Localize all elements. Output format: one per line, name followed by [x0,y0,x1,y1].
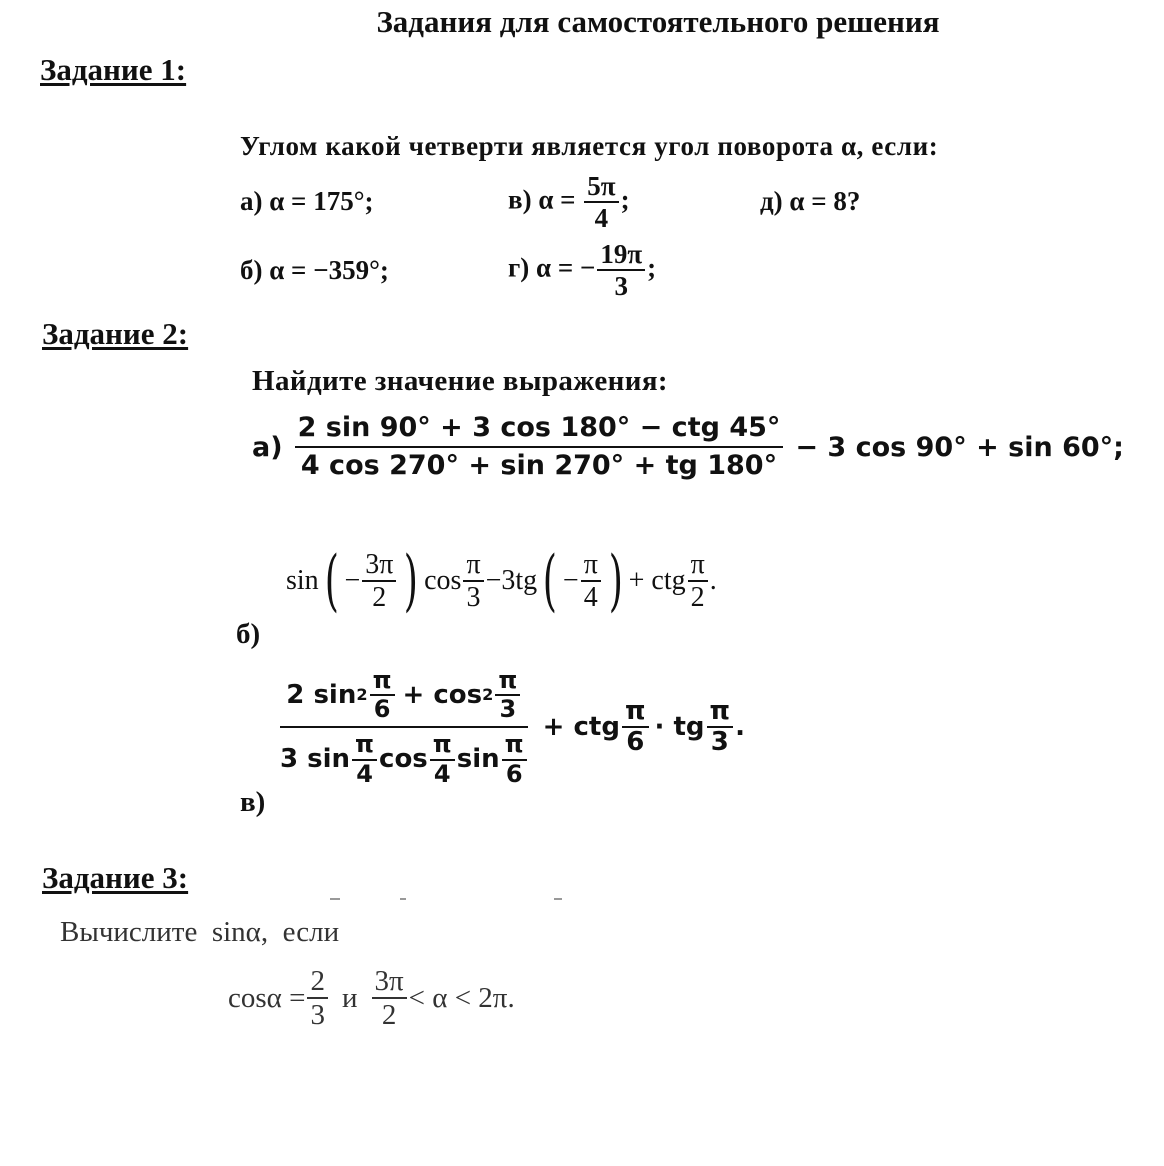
task3-condition [228,966,515,1031]
task2-b-cos: cos [424,565,462,596]
scan-artifact [554,898,562,900]
task1-item-a: а) α = 175°; [240,186,374,216]
task2-b-ctg: + ctg [628,565,686,596]
task3-question: Вычислите sinα, если [60,916,340,948]
task1-item-d: д) α = 8? [760,186,861,216]
task2-v-numerator [280,668,528,728]
left-paren-icon: ( [542,542,558,619]
task2-b-f3 [581,550,601,613]
task2-v-d3: sin [456,743,500,774]
task2-b-f2-num: π [463,550,483,582]
task2-a-den: 4 cos 270° + sin 270° + tg 180° [300,450,778,482]
scan-artifact [400,898,406,900]
task2-b-f3-num: π [581,550,601,582]
task2-b-f2 [463,550,483,613]
task2-v-d1-den: 4 [356,759,373,788]
task3-cos-num: 2 [307,966,328,999]
right-paren-icon: ) [608,542,623,619]
task2-b-f4 [688,550,708,613]
task2-b-f3-den: 4 [583,582,598,613]
task1-v-prefix: в) α = [508,184,576,215]
task1-g-suffix: ; [647,252,657,283]
task2-b-end: . [709,565,717,596]
task3-and: и [341,981,358,1014]
task2-v-r1-den: 6 [626,727,645,758]
task2-b-minus: − [344,565,361,596]
task2-v-d3-frac [502,732,527,786]
task3-cos: cosα = [228,981,306,1014]
left-paren-icon: ( [324,542,339,619]
task2-v-n1: 2 sin [286,679,357,710]
page-title: Задания для самостоятельного решения [376,4,940,39]
task2-v-r1-frac [622,698,649,757]
task1-item-v [508,172,630,233]
task1-v-fraction [584,172,618,233]
task1-v-suffix: ; [620,184,630,215]
task3-rest: < α < 2π. [408,981,515,1014]
task2-v-d1: 3 sin [280,743,351,774]
task2-v-r2-frac [707,698,734,757]
task2-v-n2-num: π [495,668,520,696]
task2-item-b-expression [286,542,717,619]
task2-v-n1-den: 6 [373,695,391,724]
task2-heading: Задание 2: [42,316,189,351]
task2-b-minus2: − [562,565,579,596]
right-paren-icon: ) [404,542,419,619]
task2-v-d1-num: π [352,732,377,760]
task2-a-label: а) [252,431,283,463]
task2-v-d1-frac [352,732,377,786]
task2-v-n2-exp: 2 [482,684,494,704]
task3-heading: Задание 3: [42,860,189,895]
task2-b-f4-num: π [688,550,708,582]
task3-cos-frac [307,966,328,1031]
task2-v-n1-frac [370,668,395,722]
task3-range-den: 2 [381,999,397,1032]
task1-item-g [508,240,656,301]
task2-v-n2-den: 3 [499,695,517,724]
task3-range-num: 3π [372,966,407,999]
task1-question: Углом какой четверти является угол поворота α, если: [240,131,939,161]
task3-range-frac [372,966,407,1031]
task2-v-r2: · tg [654,712,705,743]
task2-v-r2-den: 3 [710,727,729,758]
task2-v-main-fraction [278,668,531,787]
task2-v-d2-frac [430,732,455,786]
task2-b-sin: sin [286,565,319,596]
task2-b-label: б) [236,618,261,650]
task1-v-den: 4 [594,203,609,234]
task2-v-r1: + ctg [542,712,620,743]
task1-v-num: 5π [584,172,618,203]
task2-v-n1-num: π [370,668,395,696]
task3-cos-den: 3 [310,999,325,1032]
task2-v-d2: cos [379,743,428,774]
task2-v-d3-den: 6 [505,759,523,788]
task2-item-v-expression [276,668,745,787]
task2-a-rest: − 3 cos 90° + sin 60°; [795,431,1124,463]
task2-a-fraction [295,414,784,481]
task2-item-a [252,414,1124,481]
task2-b-f1 [362,550,396,613]
task1-g-den: 3 [614,271,628,302]
task2-v-end: . [735,712,745,743]
task2-v-denominator [278,728,531,786]
task2-a-num: 2 sin 90° + 3 cos 180° − ctg 45° [295,414,784,448]
task2-b-f1-num: 3π [362,550,396,582]
task2-v-n1-exp: 2 [356,684,368,704]
scan-artifact [330,898,340,900]
task2-v-n2-frac [495,668,520,722]
task1-g-num: 19π [597,240,645,271]
task1-g-prefix: г) α = − [508,252,596,283]
task2-v-d2-den: 4 [433,759,451,788]
task2-question: Найдите значение выражения: [252,365,668,397]
task2-v-r2-num: π [707,698,734,728]
task2-b-mid: −3tg [485,565,538,596]
task2-b-f1-den: 2 [372,582,387,613]
task2-b-f2-den: 3 [466,582,481,613]
task2-v-r1-num: π [622,698,649,728]
task2-v-n2: + cos [402,679,483,710]
task2-b-f4-den: 2 [690,582,705,613]
task2-v-d2-num: π [430,732,455,760]
task1-item-b: б) α = −359°; [240,255,389,285]
task2-v-d3-num: π [502,732,527,760]
task2-v-label: в) [240,786,266,818]
task1-heading: Задание 1: [40,52,187,87]
task1-g-fraction [597,240,645,301]
